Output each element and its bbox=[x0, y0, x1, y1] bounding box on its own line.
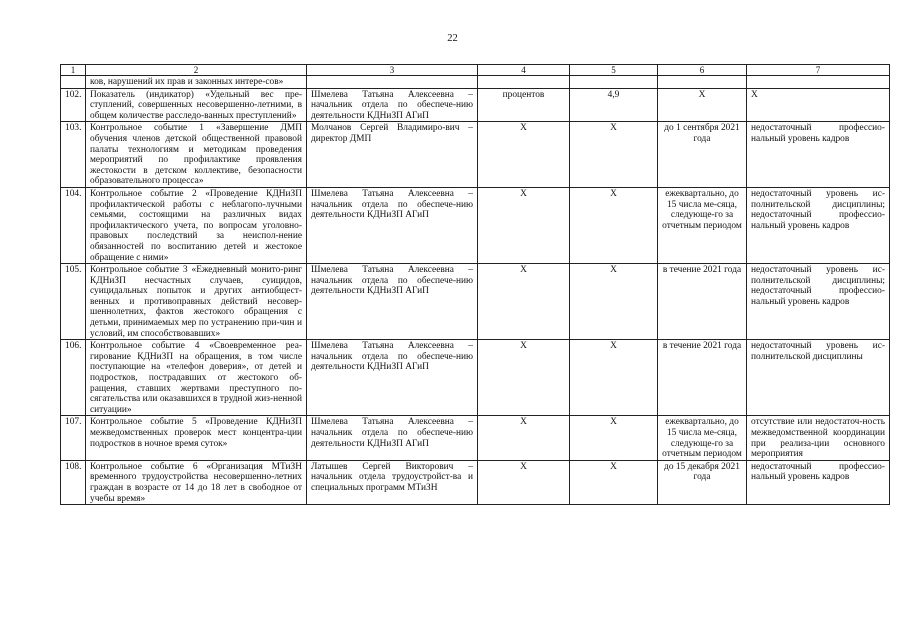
indicator-value bbox=[570, 76, 658, 89]
row-number: 102. bbox=[61, 88, 86, 122]
unit-of-measure: Х bbox=[478, 264, 570, 340]
risk-description bbox=[747, 76, 890, 89]
indicator-text: Контрольное событие 2 «Проведение КДНиЗП профилактической работы с неблагопо-лучными семьями, состоящими на различных видах профилактического учета, по вопросам уголовно-правовых последствий за неиспол-нение обязанностей по воспитанию детей и жестокое обращение с ними» bbox=[86, 187, 307, 263]
table-row bbox=[61, 88, 890, 122]
column-number-row bbox=[61, 65, 890, 76]
column-number: 2 bbox=[86, 65, 307, 76]
deadline: Х bbox=[658, 88, 747, 122]
risk-description: недостаточный уровень ис-полнительской дисциплины bbox=[747, 340, 890, 416]
indicator-value: Х bbox=[570, 264, 658, 340]
row-number: 103. bbox=[61, 122, 86, 188]
risk-description: недостаточный уровень ис-полнительской дисциплины; недостаточный профессио-нальный уровень кадров bbox=[747, 264, 890, 340]
risk-description: недостаточный уровень ис-полнительской дисциплины; недостаточный профессио-нальный уровень кадров bbox=[747, 187, 890, 263]
table-row bbox=[61, 187, 890, 263]
column-number: 7 bbox=[747, 65, 890, 76]
indicator-value: Х bbox=[570, 460, 658, 504]
table-row bbox=[61, 264, 890, 340]
row-number: 105. bbox=[61, 264, 86, 340]
column-number: 5 bbox=[570, 65, 658, 76]
deadline: ежеквартально, до 15 числа ме-сяца, следующе-го за отчетным периодом bbox=[658, 416, 747, 460]
deadline bbox=[658, 76, 747, 89]
indicator-text: Контрольное событие 5 «Проведение КДНиЗП межведомственных проверок мест концентра-ции подростков в ночное время суток» bbox=[86, 416, 307, 460]
unit-of-measure: Х bbox=[478, 460, 570, 504]
row-number: 108. bbox=[61, 460, 86, 504]
risk-description: Х bbox=[747, 88, 890, 122]
indicator-text: Контрольное событие 1 «Завершение ДМП обучения членов детской общественной правовой палаты технологиям и методикам проведения мероприятий по профилактике проявления жестокости в детском коллективе, безопасности образовательного процесса» bbox=[86, 122, 307, 188]
responsible-person: Шмелева Татьяна Алексеевна – начальник отдела по обеспече-нию деятельности КДНиЗП АГиП bbox=[307, 187, 478, 263]
risk-description: недостаточный профессио-нальный уровень кадров bbox=[747, 122, 890, 188]
responsible-person: Шмелева Татьяна Алексеевна – начальник отдела по обеспече-нию деятельности КДНиЗП АГиП bbox=[307, 264, 478, 340]
responsible-person: Шмелева Татьяна Алексеевна – начальник отдела по обеспече-нию деятельности КДНиЗП АГиП bbox=[307, 416, 478, 460]
column-number: 1 bbox=[61, 65, 86, 76]
indicator-value: Х bbox=[570, 416, 658, 460]
deadline: ежеквартально, до 15 числа ме-сяца, следующе-го за отчетным периодом bbox=[658, 187, 747, 263]
responsible-person: Шмелева Татьяна Алексеевна – начальник отдела по обеспече-нию деятельности КДНиЗП АГиП bbox=[307, 88, 478, 122]
indicator-value: Х bbox=[570, 187, 658, 263]
responsible-person: Молчанов Сергей Владимиро-вич – директор ДМП bbox=[307, 122, 478, 188]
unit-of-measure: Х bbox=[478, 122, 570, 188]
row-number bbox=[61, 76, 86, 89]
column-number: 4 bbox=[478, 65, 570, 76]
indicator-value: Х bbox=[570, 122, 658, 188]
indicator-text: Показатель (индикатор) «Удельный вес пре-ступлений, совершенных несовершенно-летними, в общем количестве расследо-ванных преступлений» bbox=[86, 88, 307, 122]
unit-of-measure: Х bbox=[478, 187, 570, 263]
unit-of-measure: Х bbox=[478, 340, 570, 416]
risk-description: отсутствие или недостаточ-ность межведомственной координации при реализа-ции основного мероприятия bbox=[747, 416, 890, 460]
indicator-text: Контрольное событие 6 «Организация МТиЗН временного трудоустройства несовершенно-летних граждан в возрасте от 14 до 18 лет в свободное от учебы время» bbox=[86, 460, 307, 504]
row-number: 104. bbox=[61, 187, 86, 263]
indicator-value: 4,9 bbox=[570, 88, 658, 122]
deadline: до 15 декабря 2021 года bbox=[658, 460, 747, 504]
column-number: 3 bbox=[307, 65, 478, 76]
unit-of-measure bbox=[478, 76, 570, 89]
table-row bbox=[61, 460, 890, 504]
unit-of-measure: процентов bbox=[478, 88, 570, 122]
indicator-value: Х bbox=[570, 340, 658, 416]
row-number: 107. bbox=[61, 416, 86, 460]
table-row bbox=[61, 76, 890, 89]
table-row bbox=[61, 340, 890, 416]
responsible-person: Латышев Сергей Викторович – начальник отдела трудоустройст-ва и специальных программ МТиЗН bbox=[307, 460, 478, 504]
responsible-person bbox=[307, 76, 478, 89]
page-number: 22 bbox=[447, 33, 458, 44]
unit-of-measure: Х bbox=[478, 416, 570, 460]
deadline: в течение 2021 года bbox=[658, 340, 747, 416]
deadline: в течение 2021 года bbox=[658, 264, 747, 340]
risk-description: недостаточный профессио-нальный уровень кадров bbox=[747, 460, 890, 504]
deadline: до 1 сентября 2021 года bbox=[658, 122, 747, 188]
table-row bbox=[61, 122, 890, 188]
column-number: 6 bbox=[658, 65, 747, 76]
table-row bbox=[61, 416, 890, 460]
indicator-text: ков, нарушений их прав и законных интере-сов» bbox=[86, 76, 307, 89]
row-number: 106. bbox=[61, 340, 86, 416]
indicator-text: Контрольное событие 4 «Своевременное реа-гирование КДНиЗП на обращения, в том числе поступающие на «телефон доверия», от детей и подростков, пострадавших от жестокого об-ращения, ставших жертвами преступного по-сягательства или оказавшихся в трудной жиз-ненной ситуации» bbox=[86, 340, 307, 416]
responsible-person: Шмелева Татьяна Алексеевна – начальник отдела по обеспече-нию деятельности КДНиЗП АГиП bbox=[307, 340, 478, 416]
plan-table bbox=[60, 64, 890, 505]
indicator-text: Контрольное событие 3 «Ежедневный монито-ринг КДНиЗП несчастных случаев, суицидов, суицидальных попыток и других антиобщест-венных и противоправных действий несовер-шеннолетних, фактов жестокого обращения с детьми, принимаемых мер по устранению при-чин и условий, им способствовавших» bbox=[86, 264, 307, 340]
